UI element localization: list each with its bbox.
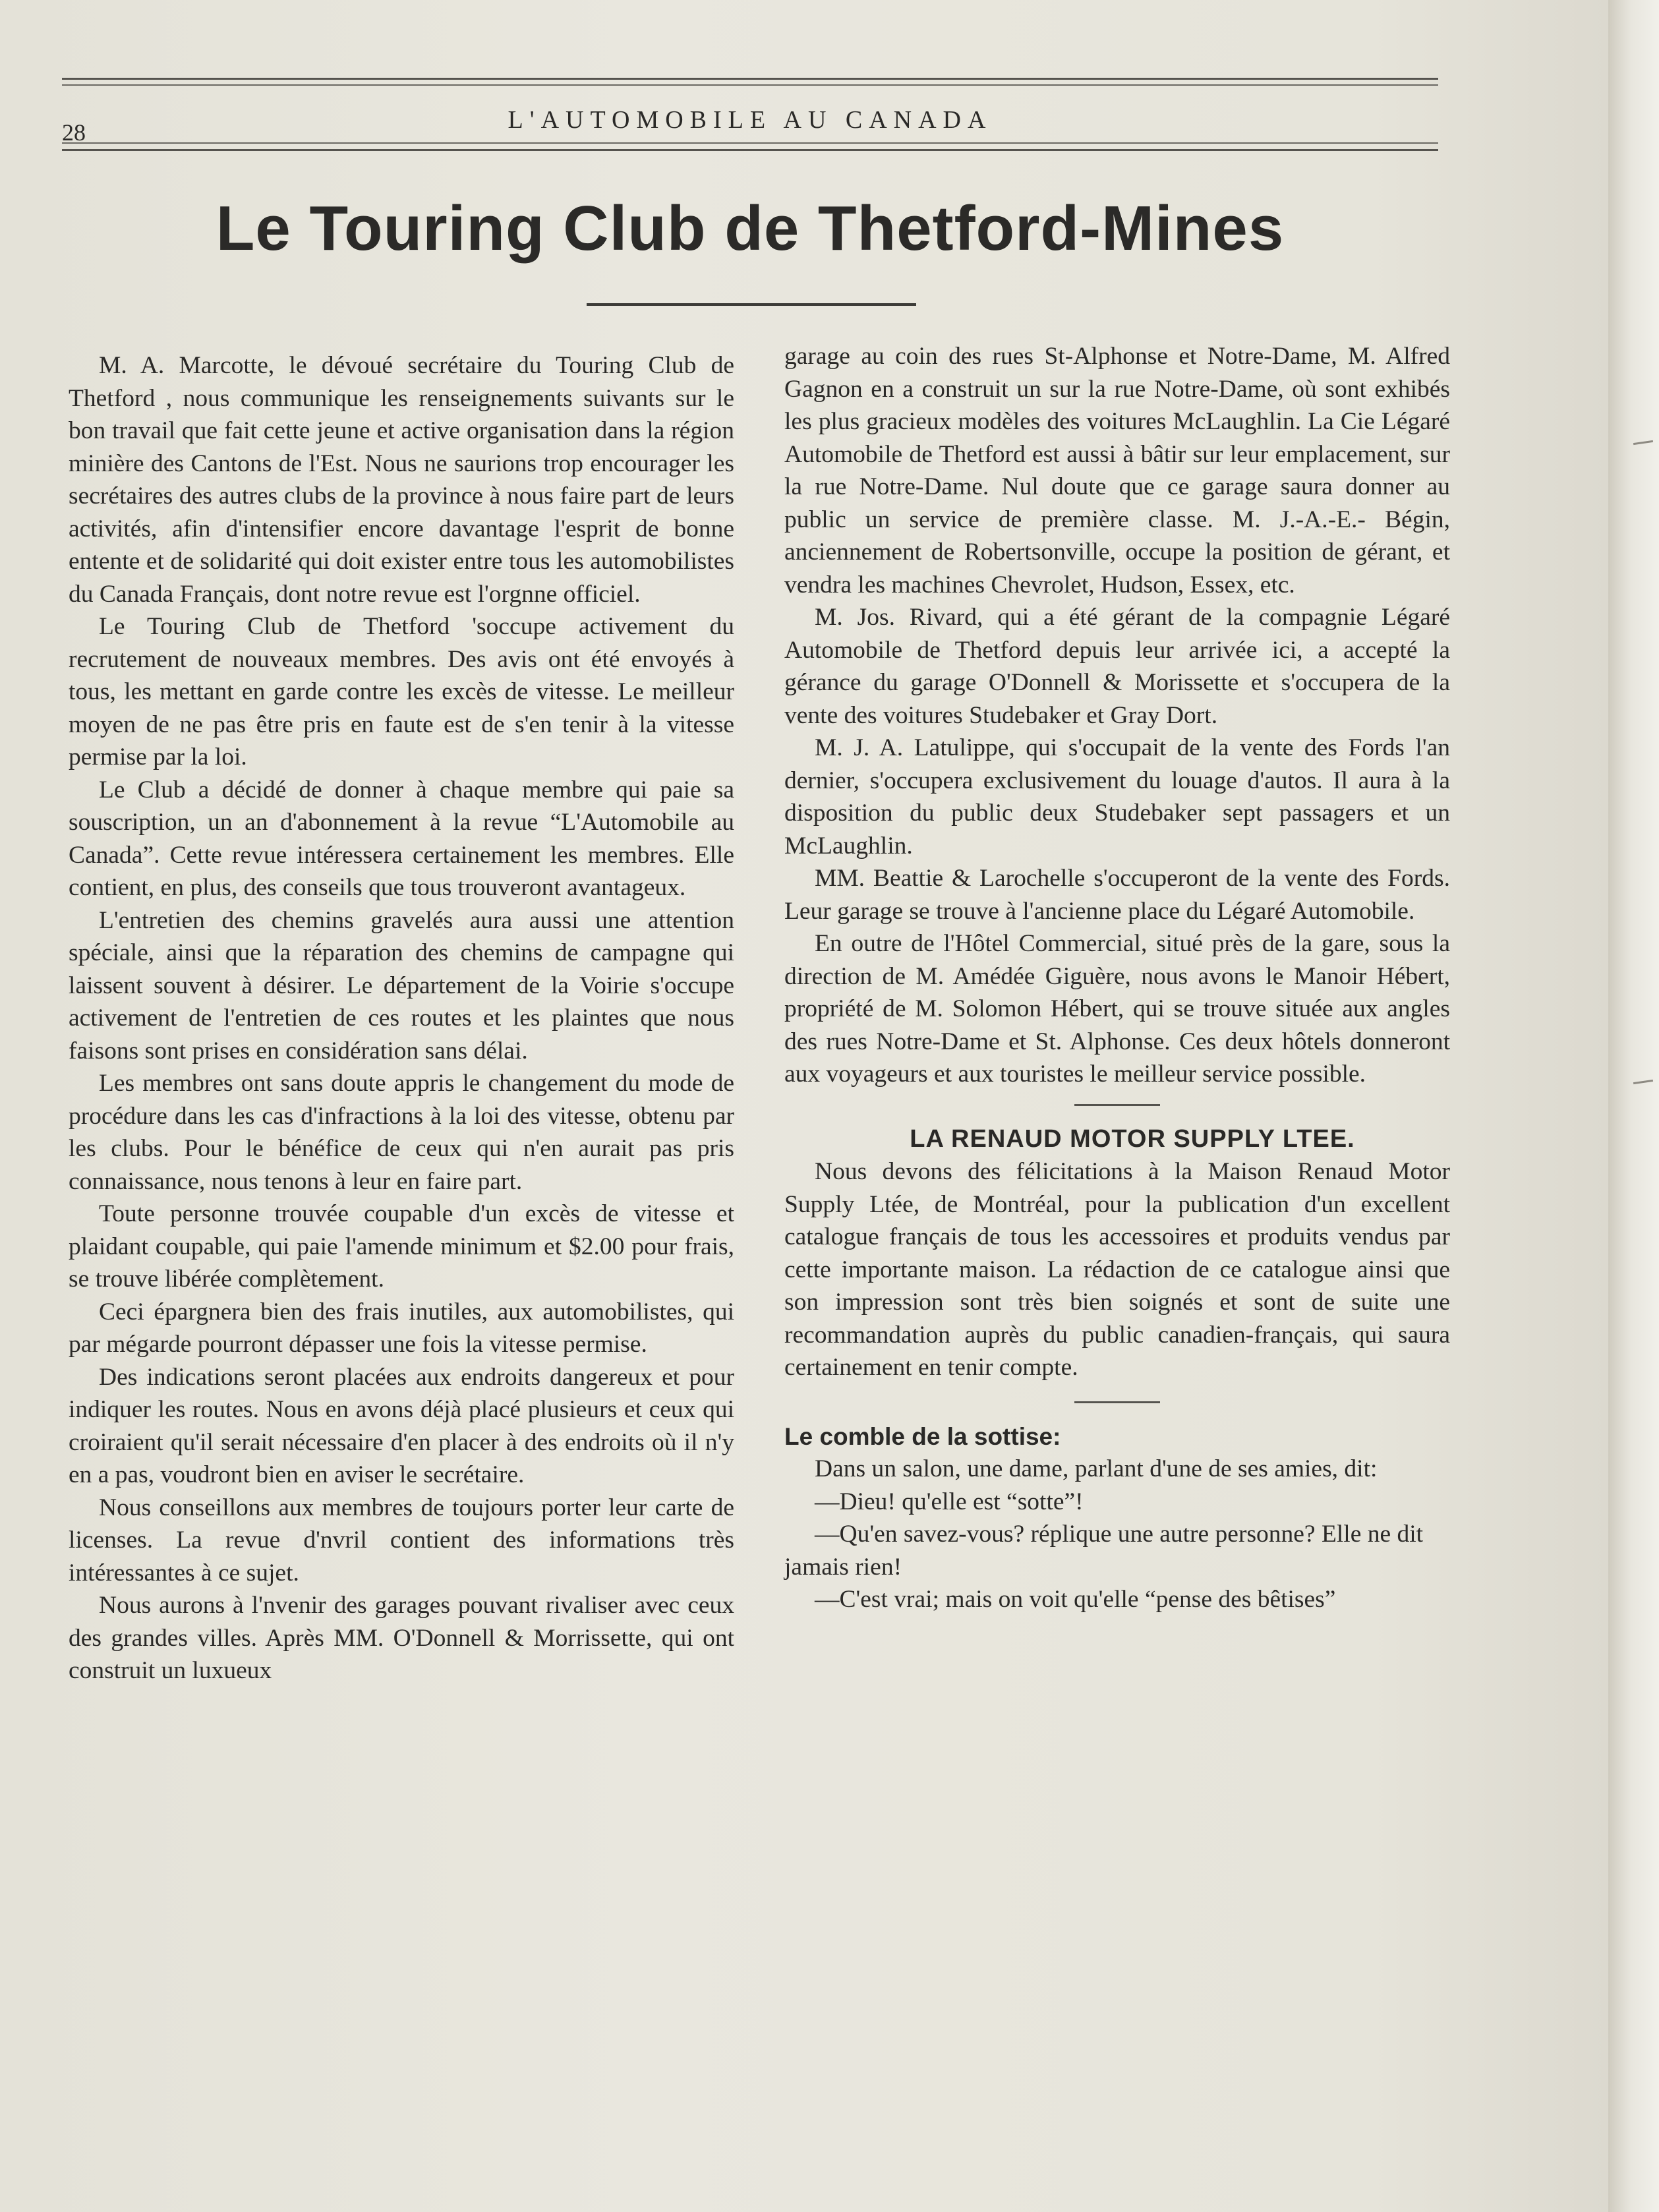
- article-title: Le Touring Club de Thetford-Mines: [216, 193, 1285, 264]
- paragraph: MM. Beattie & Larochelle s'occuperont de la vente des Fords. Leur garage se trouve à l'ancienne place du Légaré Automobile.: [784, 865, 1450, 925]
- paragraph: Les membres ont sans doute appris le changement du mode de procédure dans les cas d'infractions à la loi des vitesse, obtenu par les clubs. Pour le bénéfice de ceux qui n'en aurait pas pris connaissance, nous tenons à leur en faire part.: [69, 1070, 734, 1195]
- dialogue-line: —Qu'en savez-vous? réplique une autre personne? Elle ne dit jamais rien!: [784, 1521, 1424, 1581]
- sottise-dialogue: [784, 1453, 1450, 1616]
- left-column: [69, 349, 734, 1687]
- paragraph: Toute personne trouvée coupable d'un excès de vitesse et plaidant coupable, qui paie l'amende minimum et $2.00 pour frais, se trouve libérée complètement.: [69, 1200, 734, 1293]
- paragraph: Le Club a décidé de donner à chaque membre qui paie sa souscription, un an d'abonnement à la revue “L'Automobile au Canada”. Cette revue intéressera certainement les membres. Elle contient, en plus, des conseils que tous trouveront avantageux.: [69, 776, 734, 901]
- running-head: [62, 105, 1438, 145]
- renaud-heading: LA RENAUD MOTOR SUPPLY LTEE.: [910, 1124, 1355, 1153]
- header-rule-bottom: [62, 149, 1438, 151]
- paragraph: M. A. Marcotte, le dévoué secrétaire du Touring Club de Thetford , nous communique les renseignements suivants sur le bon travail que fait cette jeune et active organisation dans la région minière des Cantons de l'Est. Nous ne saurions trop encourager les secrétaires des autres clubs de la province à nous faire part de leurs activités, afin d'intensifier encore davantage l'esprit de bonne entente et de solidarité qui doit exister entre tous les automobilistes du Canada Français, dont notre revue est l'orgnne officiel.: [69, 352, 734, 608]
- title-underline: [587, 303, 916, 306]
- dialogue-line: Dans un salon, une dame, parlant d'une de ses amies, dit:: [815, 1455, 1378, 1482]
- renaud-paragraph: Nous devons des félicitations à la Maison Renaud Motor Supply Ltée, de Montréal, pour la publication d'un excellent catalogue français de tous les accessoires et produits vendus par cette importante maison. La rédaction de ce catalogue ainsi que son impression sont très bien soignés et sont de suite une recommandation auprès du public canadien-français, qui saura certainement en tenir compte.: [784, 1158, 1450, 1381]
- header-rule-bottom-inner: [62, 142, 1438, 144]
- paragraph: Le Touring Club de Thetford 'soccupe activement du recrutement de nouveaux membres. Des avis ont été envoyés à tous, les mettant en garde contre les excès de vitesse. Le meilleur moyen de ne pas être pris en faute est de s'en tenir à la vitesse permise par la loi.: [69, 613, 734, 771]
- paragraph: M. Jos. Rivard, qui a été gérant de la compagnie Légaré Automobile de Thetford depuis leur arrivée ici, a accepté la gérance du garage O'Donnell & Morissette et s'occupera de la vente des voitures Studebaker et Gray Dort.: [784, 604, 1450, 729]
- book-spine-edge: [1608, 0, 1659, 2212]
- paragraph: En outre de l'Hôtel Commercial, situé près de la gare, sous la direction de M. Amédée Giguère, nous avons le Manoir Hébert, propriété de M. Solomon Hébert, qui se trouve située aux angles des rues Notre-Dame et St. Alphonse. Ces deux hôtels donneront aux voyageurs et aux touristes le meilleur service possible.: [784, 930, 1450, 1088]
- dialogue-line: —Dieu! qu'elle est “sotte”!: [815, 1488, 1084, 1515]
- journal-title: L'AUTOMOBILE AU CANADA: [508, 106, 993, 134]
- header-rule-top-inner: [62, 84, 1438, 86]
- paragraph: M. J. A. Latulippe, qui s'occupait de la vente des Fords l'an dernier, s'occupera exclusivement du louage d'autos. Il aura à la disposition du public deux Studebaker sept passagers et un McLaughlin.: [784, 734, 1450, 859]
- paragraph-continued: garage au coin des rues St-Alphonse et Notre-Dame, M. Alfred Gagnon en a construit un sur la rue Notre-Dame, où sont exhibés les plus gracieux modèles des voitures McLaughlin. La Cie Légaré Automobile de Thetford est aussi à bâtir sur leur emplacement, sur la rue Notre-Dame. Nul doute que ce garage saura donner au public un service de première classe. M. J.-A.-E.- Bégin, anciennement de Robertsonville, occupe la position de gérant, et vendra les machines Chevrolet, Hudson, Essex, etc.: [784, 343, 1450, 598]
- page-number: 28: [62, 119, 86, 146]
- paragraph: Nous conseillons aux membres de toujours porter leur carte de licenses. La revue d'nvril contient des informations très intéressantes à ce sujet.: [69, 1494, 734, 1586]
- paragraph: L'entretien des chemins gravelés aura aussi une attention spéciale, ainsi que la réparation des chemins de campagne qui laissent souvent à désirer. Le département de la Voirie s'occupe activement de l'entretien de ces routes et les plaintes que nous faisons sont prises en considération sans délai.: [69, 906, 734, 1064]
- paragraph: Nous aurons à l'nvenir des garages pouvant rivaliser avec ceux des grandes villes. Après MM. O'Donnell & Morrissette, qui ont construit un luxueux: [69, 1592, 734, 1684]
- paragraph: Des indications seront placées aux endroits dangereux et pour indiquer les routes. Nous en avons déjà placé plusieurs et ceux qui croiraient qu'il serait nécessaire d'en placer à des endroits où il n'y en a pas, voudront bien en aviser le secrétaire.: [69, 1363, 734, 1488]
- header-rule-top: [62, 78, 1438, 80]
- right-column: [784, 340, 1450, 1616]
- dialogue-line: —C'est vrai; mais on voit qu'elle “pense des bêtises”: [815, 1586, 1336, 1613]
- paragraph: Ceci épargnera bien des frais inutiles, aux automobilistes, qui par mégarde pourront dépasser une fois la vitesse permise.: [69, 1298, 734, 1358]
- sottise-heading: Le comble de la sottise:: [784, 1422, 1061, 1450]
- section-divider: [1074, 1104, 1160, 1106]
- section-divider: [1074, 1401, 1160, 1403]
